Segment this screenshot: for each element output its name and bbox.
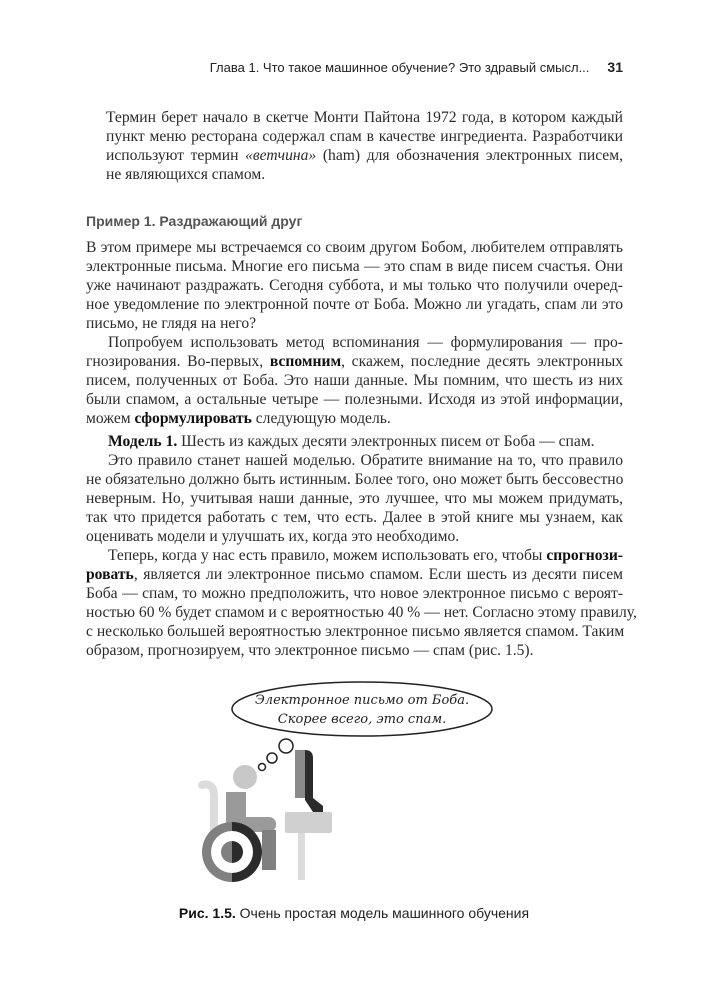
text-span: не являющихся спамом.	[106, 166, 266, 183]
text-span: Попробуем использовать метод вспоминания — формулирования — про-	[108, 334, 623, 351]
text-span: уже начинают раздражать. Сегодня суббота, и мы только что получили очеред-	[86, 277, 623, 294]
bold-term: ровать	[86, 566, 134, 583]
text-span: следующую модель.	[251, 410, 391, 427]
text-span: Боба — спам, то можно предположить, что новое электронное письмо с вероят-	[86, 585, 623, 602]
bold-term: вспомним	[269, 353, 342, 370]
figure-caption	[0, 905, 708, 921]
text-span: Это правило станет нашей моделью. Обратите внимание на то, что правило	[108, 452, 623, 469]
text-span: гнозирования. Во-первых,	[86, 353, 270, 370]
computer-desk-icon	[285, 750, 332, 880]
text-span: письмо, не глядя на него?	[86, 315, 257, 332]
text-span: (ham) для обозначения электронных писем,	[316, 147, 623, 164]
text-span: образом, прогнозируем, что электронное письмо — спам (рис. 1.5).	[86, 642, 534, 659]
text-span: Термин берет начало в скетче Монти Пайтона 1972 года, в котором каждый	[106, 109, 623, 126]
bold-term: сформулировать	[134, 410, 252, 427]
caption-text: Очень простая модель машинного обучения	[235, 905, 530, 921]
text-span: с несколько большей вероятностью электронное письмо является спамом. Таким	[86, 623, 625, 640]
chapter-title: Глава 1. Что такое машинное обучение? Это здравый смысл...	[209, 60, 590, 75]
text-span: , скажем, последние десять электронных	[341, 353, 623, 370]
text-span: писем, полученных от Боба. Это наши данные. Мы помним, что шесть из них	[86, 372, 623, 389]
text-span: , является ли электронное письмо спамом. Если шесть из десяти писем	[133, 566, 623, 583]
caption-label: Рис. 1.5.	[178, 905, 236, 921]
page-number: 31	[607, 59, 623, 75]
text-span: Шесть из каждых десяти электронных писем от Боба — спам.	[177, 433, 595, 450]
text-span: были спамом, а остальные четыре — полезными. Исходя из этой информации,	[86, 391, 623, 408]
thought-bubble	[232, 682, 492, 771]
person-in-wheelchair-icon	[202, 765, 276, 882]
text-span: Теперь, когда у нас есть правило, можем использовать его, чтобы	[108, 547, 547, 564]
text-span: используют термин	[106, 147, 246, 164]
thought-circle	[279, 739, 293, 753]
bold-term: Модель 1.	[108, 433, 178, 450]
bubble-line-1: Электронное письмо от Боба.	[254, 693, 470, 708]
thought-circle	[267, 753, 277, 763]
text-span: пункт меню ресторана содержал спам в качестве ингредиента. Разработчики	[106, 128, 623, 145]
bold-term: спрогнози-	[546, 547, 623, 564]
text-span: неверным. Но, учитывая наши данные, это лучшее, что мы можем придумать,	[86, 490, 623, 507]
section-heading: Пример 1. Раздражающий друг	[86, 213, 303, 229]
italic-term: «ветчина»	[245, 147, 317, 164]
text-span: ное уведомление по электронной почте от Боба. Можно ли угадать, спам ли это	[86, 296, 623, 313]
bubble-line-2: Скорее всего, это спам.	[277, 712, 447, 727]
text-span: ностью 60 % будет спамом и с вероятностью 40 % — нет. Согласно этому правилу,	[86, 604, 637, 621]
text-span: не обязательно должно быть истинным. Более того, оно может быть бессовестно	[86, 471, 624, 488]
text-span: В этом примере мы встречаемся со своим другом Бобом, любителем отправлять	[86, 239, 623, 256]
text-span: электронные письма. Многие его письма — это спам в виде писем счастья. Они	[86, 258, 623, 275]
text-span: оценивать модели и улучшать их, когда это необходимо.	[86, 528, 460, 545]
thought-circle	[259, 764, 266, 771]
text-span: можем	[86, 410, 135, 427]
text-span: так что придется работать с тем, что есть. Далее в этой книге мы узнаем, как	[86, 509, 623, 526]
